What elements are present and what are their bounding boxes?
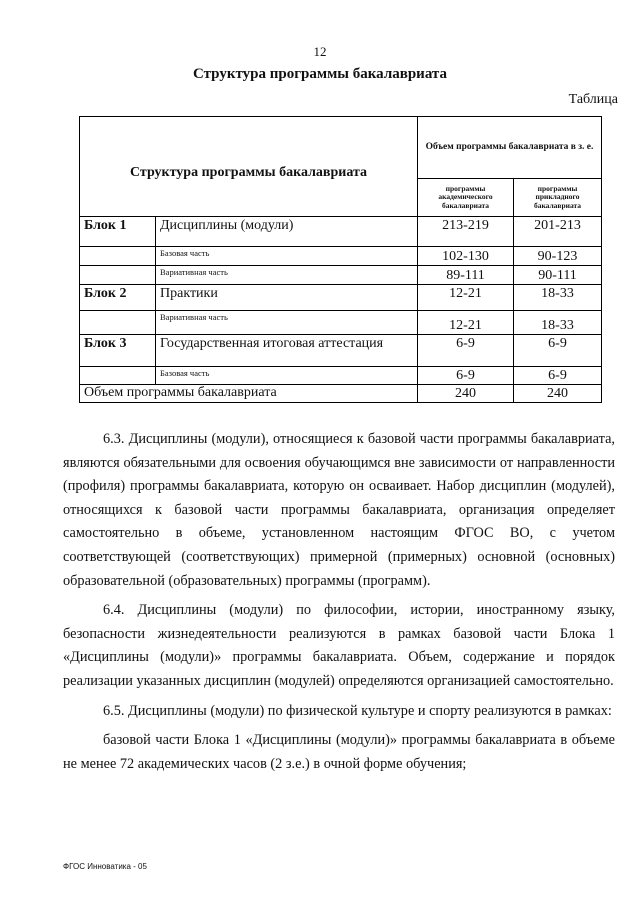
body-text bbox=[63, 428, 615, 782]
table-label: Таблица bbox=[568, 92, 618, 107]
block-label bbox=[80, 311, 156, 335]
header-academic: программы академического бакалавриата bbox=[418, 179, 514, 217]
header-structure: Структура программы бакалавриата bbox=[80, 117, 418, 217]
section-name: Вариативная часть bbox=[156, 311, 418, 335]
applied-value: 90-111 bbox=[514, 266, 602, 285]
total-applied: 240 bbox=[514, 385, 602, 403]
academic-value: 12-21 bbox=[418, 285, 514, 311]
block-label bbox=[80, 247, 156, 266]
academic-value: 213-219 bbox=[418, 217, 514, 247]
total-label: Объем программы бакалавриата bbox=[80, 385, 418, 403]
applied-value: 6-9 bbox=[514, 335, 602, 367]
section-name: Государственная итоговая аттестация bbox=[156, 335, 418, 367]
table-row bbox=[80, 285, 602, 311]
block-label: Блок 2 bbox=[80, 285, 156, 311]
table-row bbox=[80, 335, 602, 367]
academic-value: 12-21 bbox=[418, 311, 514, 335]
total-academic: 240 bbox=[418, 385, 514, 403]
academic-value: 89-111 bbox=[418, 266, 514, 285]
paragraph-6-5: 6.5. Дисциплины (модули) по физической культуре и спорту реализуются в рамках: bbox=[103, 702, 612, 719]
applied-value: 6-9 bbox=[514, 367, 602, 385]
table-row bbox=[80, 247, 602, 266]
applied-value: 90-123 bbox=[514, 247, 602, 266]
header-applied: программы прикладного бакалавриата bbox=[514, 179, 602, 217]
section-name: Базовая часть bbox=[156, 247, 418, 266]
header-volume: Объем программы бакалавриата в з. е. bbox=[418, 117, 602, 179]
structure-table bbox=[79, 116, 602, 403]
block-label: Блок 1 bbox=[80, 217, 156, 247]
table-row bbox=[80, 217, 602, 247]
table-row bbox=[80, 367, 602, 385]
footer-label: ФГОС Инноватика - 05 bbox=[63, 862, 147, 871]
academic-value: 102-130 bbox=[418, 247, 514, 266]
block-label bbox=[80, 266, 156, 285]
paragraph-6-4: 6.4. Дисциплины (модули) по философии, истории, иностранному языку, безопасности жизнедеятельности реализуются в рамках базовой части Блока 1 «Дисциплины (модули)» программы бакалавриата. Объем, содержание и порядок реализации указанных дисциплин (модулей) определяются организацией самостоятельно. bbox=[63, 602, 615, 689]
table-row bbox=[80, 311, 602, 335]
academic-value: 6-9 bbox=[418, 335, 514, 367]
paragraph-6-3: 6.3. Дисциплины (модули), относящиеся к базовой части программы бакалавриата, являются обязательными для освоения обучающимся вне зависимости от направленности (профиля) программы бакалавриата, которую он осваивает. Набор дисциплин (модулей), относящихся к базовой части программы бакалавриата, организация определяет самостоятельно в объеме, установленном настоящим ФГОС ВО, с учетом соответствующей (соответствующих) примерной (примерных) основной (основных) образовательной (образовательных) программы (программ). bbox=[63, 431, 615, 589]
block-label: Блок 3 bbox=[80, 335, 156, 367]
applied-value: 18-33 bbox=[514, 285, 602, 311]
section-name: Вариативная часть bbox=[156, 266, 418, 285]
section-name: Базовая часть bbox=[156, 367, 418, 385]
academic-value: 6-9 bbox=[418, 367, 514, 385]
block-label bbox=[80, 367, 156, 385]
applied-value: 18-33 bbox=[514, 311, 602, 335]
section-name: Дисциплины (модули) bbox=[156, 217, 418, 247]
total-row bbox=[80, 385, 602, 403]
page-number: 12 bbox=[313, 44, 327, 59]
paragraph-6-5-item: базовой части Блока 1 «Дисциплины (модули)» программы бакалавриата в объеме не менее 72 академических часов (2 з.е.) в очной форме обучения; bbox=[63, 732, 615, 772]
section-name: Практики bbox=[156, 285, 418, 311]
applied-value: 201-213 bbox=[514, 217, 602, 247]
table-row bbox=[80, 266, 602, 285]
document-title: Структура программы бакалавриата bbox=[193, 66, 447, 82]
